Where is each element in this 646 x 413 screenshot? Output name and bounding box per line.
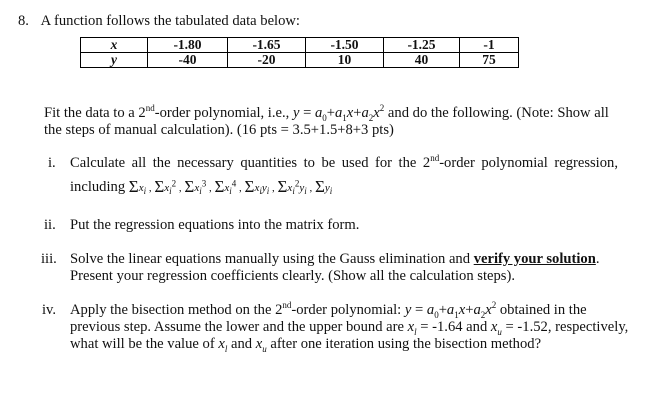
part-ii-label: ii. bbox=[44, 217, 56, 233]
part-i-label: i. bbox=[48, 155, 56, 171]
part-iv-text: = -1.64 and bbox=[416, 319, 491, 335]
x-cell: -1.80 bbox=[148, 38, 228, 53]
part-iv-text: what will be the value of bbox=[70, 336, 219, 352]
part-iv-line-1: Apply the bisection method on the 2nd-order polynomial: $y = a_0+a_1x+a_2x^2$ obtained in the bbox=[70, 300, 587, 320]
polynomial-equation: y bbox=[292, 105, 300, 121]
part-i-line-2 bbox=[70, 178, 332, 197]
part-iv-label: iv. bbox=[42, 302, 57, 318]
part-i-line-1 bbox=[70, 155, 618, 172]
y-cell: 40 bbox=[384, 53, 460, 68]
y-cell: 75 bbox=[460, 53, 519, 68]
x-label: x bbox=[81, 38, 148, 53]
part-iii-line-1 bbox=[70, 251, 600, 268]
instructions-text: and do the following. (Note: Show all bbox=[384, 105, 609, 121]
part-iv-text: and bbox=[227, 336, 256, 352]
part-iii-text: Solve the linear equations manually using the Gauss elimination and bbox=[70, 251, 474, 267]
verify-solution-emphasis: verify your solution bbox=[473, 251, 596, 267]
y-cell: 10 bbox=[306, 53, 384, 68]
question-header bbox=[18, 13, 300, 30]
instructions-line-2: the steps of manual calculation). (16 pts = 3.5+1.5+8+3 pts) bbox=[44, 122, 394, 138]
y-label: y bbox=[81, 53, 148, 68]
part-i-text: including bbox=[70, 179, 126, 195]
instructions-text: Fit the data to a 2 bbox=[44, 105, 146, 121]
x-cell: -1.50 bbox=[306, 38, 384, 53]
question-number: 8. bbox=[18, 13, 29, 29]
part-i-text: -order polynomial regression, bbox=[439, 155, 618, 171]
instructions-line-1: Fit the data to a 2nd-order polynomial, i.e., $y = a_0+a_1x+a_2x^2$ and do the following. (Note: Show all bbox=[44, 103, 609, 123]
ordinal-suffix: nd bbox=[430, 153, 440, 164]
part-iv-line-2: previous step. Assume the lower and the upper bound are $x_l = -1.64$ and $x_u = -1.52$, respectively, bbox=[70, 319, 629, 337]
ordinal-suffix: nd bbox=[282, 300, 292, 311]
y-cell: -40 bbox=[148, 53, 228, 68]
ordinal-suffix: nd bbox=[145, 103, 155, 114]
data-table bbox=[80, 37, 519, 68]
part-iii-label: iii. bbox=[41, 251, 57, 267]
table-row-y bbox=[81, 53, 519, 68]
x-cell: -1 bbox=[460, 38, 519, 53]
x-cell: -1.25 bbox=[384, 38, 460, 53]
part-iv-text: = -1.52, respectively, bbox=[501, 319, 629, 335]
table-row-x bbox=[81, 38, 519, 53]
x-cell: -1.65 bbox=[228, 38, 306, 53]
part-iv-text: obtained in the bbox=[496, 302, 587, 318]
summation-list: $\Sigma x_i$ , $\Sigma x_i^2$ , $\Sigma x_i^3$ , $\Sigma x_i^4$ , $\Sigma x_iy_i$ , $\Sigma x_i^2y_i$ , $\Sigma y_i$ bbox=[128, 177, 333, 197]
part-i-text: Calculate all the necessary quantities to be used for the 2 bbox=[70, 155, 431, 171]
part-iv-text: after one iteration using the bisection method? bbox=[266, 336, 542, 352]
part-iv-text: Apply the bisection method on the 2 bbox=[70, 302, 283, 318]
part-iii-text: . bbox=[595, 251, 600, 267]
part-iv-text: previous step. Assume the lower and the upper bound are bbox=[70, 319, 408, 335]
part-iii-line-2: Present your regression coefficients clearly. (Show all the calculation steps). bbox=[70, 268, 515, 284]
question-title: A function follows the tabulated data below: bbox=[40, 13, 300, 29]
part-iv-text: -order polynomial: bbox=[291, 302, 405, 318]
part-iv-line-3: what will be the value of $x_l$ and $x_u$ after one iteration using the bisection method? bbox=[70, 336, 542, 354]
part-ii-text: Put the regression equations into the matrix form. bbox=[70, 217, 360, 233]
y-cell: -20 bbox=[228, 53, 306, 68]
instructions-text: -order polynomial, i.e., bbox=[154, 105, 293, 121]
